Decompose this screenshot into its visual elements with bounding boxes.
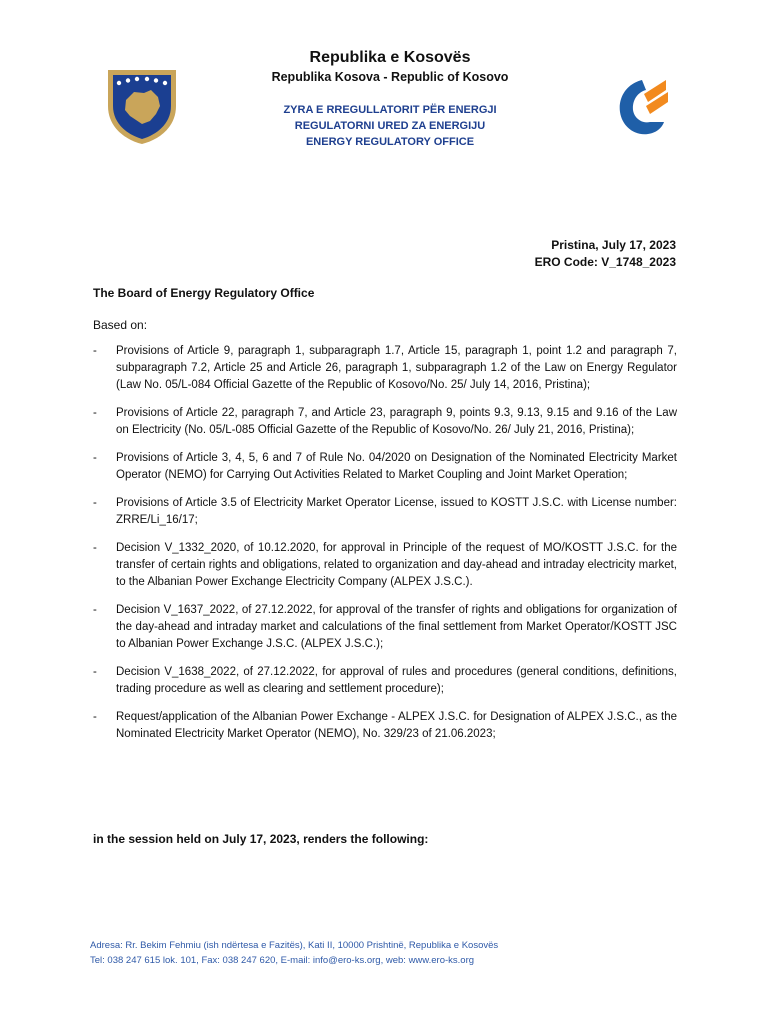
office-name-english: ENERGY REGULATORY OFFICE — [305, 136, 475, 148]
list-item: - Decision V_1638_2022, of 27.12.2022, for approval of rules and procedures (general conditions, definitions, trading procedure as well as clearing and settlement procedure); — [93, 664, 677, 698]
office-names — [200, 102, 580, 150]
footer-contact: Tel: 038 247 615 lok. 101, Fax: 038 247 620, E-mail: info@ero-ks.org, web: www.ero-ks.org — [90, 955, 475, 966]
provision-text: Request/application of the Albanian Power Exchange - ALPEX J.S.C. for Designation of ALPEX J.S.C., as the Nominated Electricity Market Operator (NEMO), No. 329/23 of 21.06.2023; — [116, 711, 677, 740]
list-item: - Request/application of the Albanian Power Exchange - ALPEX J.S.C. for Designation of ALPEX J.S.C., as the Nominated Electricity Market Operator (NEMO), No. 329/23 of 21.06.2023; — [93, 709, 677, 743]
list-item: - Provisions of Article 22, paragraph 7, and Article 23, paragraph 9, points 9.3, 9.13, 9.15 and 9.16 of the Law on Electricity (No. 05/L-085 Official Gazette of the Republic of Kosovo/No. 26/ July 21, 2016, Pristina); — [93, 405, 677, 439]
list-item: - Decision V_1637_2022, of 27.12.2022, for approval of the transfer of rights and obligations for organization of the day-ahead and intraday market and calculations of the final settlement from Market Operator/KOSTT JSC to Albanian Power Exchange J.S.C. (ALPEX J.S.C.); — [93, 602, 677, 653]
letterhead — [200, 48, 580, 150]
provision-text: Provisions of Article 3.5 of Electricity Market Operator License, issued to KOSTT J.S.C. with License number: ZRRE/Li_16/17; — [116, 497, 677, 526]
document-date: Pristina, July 17, 2023 — [551, 238, 676, 252]
based-on-label: Based on: — [93, 318, 148, 332]
provision-text: Decision V_1638_2022, of 27.12.2022, for approval of rules and procedures (general conditions, definitions, trading procedure as well as clearing and settlement procedure); — [116, 666, 677, 695]
session-statement: in the session held on July 17, 2023, renders the following: — [93, 832, 429, 846]
country-name: Republika e Kosovës — [309, 49, 471, 66]
list-item: - Provisions of Article 3.5 of Electricity Market Operator License, issued to KOSTT J.S.C. with License number: ZRRE/Li_16/17; — [93, 495, 677, 529]
list-item: - Provisions of Article 3, 4, 5, 6 and 7 of Rule No. 04/2020 on Designation of the Nominated Electricity Market Operator (NEMO) for Carrying Out Activities Related to Market Coupling and Joint Market Operation; — [93, 450, 677, 484]
provision-text: Decision V_1637_2022, of 27.12.2022, for approval of the transfer of rights and obligations for organization of the day-ahead and intraday market and calculations of the final settlement from Market Operator/KOSTT JSC to Albanian Power Exchange J.S.C. (ALPEX J.S.C.); — [116, 604, 677, 650]
provisions-list — [93, 343, 677, 754]
board-heading: The Board of Energy Regulatory Office — [93, 286, 315, 300]
footer — [90, 938, 498, 968]
ero-logo-icon — [614, 70, 670, 140]
provision-text: Provisions of Article 3, 4, 5, 6 and 7 of Rule No. 04/2020 on Designation of the Nominated Electricity Market Operator (NEMO) for Carrying Out Activities Related to Market Coupling and Joint Market Operation; — [116, 452, 677, 481]
provision-text: Provisions of Article 22, paragraph 7, and Article 23, paragraph 9, points 9.3, 9.13, 9.15 and 9.16 of the Law on Electricity (No. 05/L-085 Official Gazette of the Republic of Kosovo/No. 26/ July 21, 2016, Pristina); — [116, 407, 677, 436]
provision-text: Provisions of Article 9, paragraph 1, subparagraph 1.7, Article 15, paragraph 1, point 1.2 and paragraph 7, subparagraph 7.2, Article 25 and Article 26, paragraph 1, subparagraph 1.2 of the Law on Energy Regulator (Law No. 05/L-084 Official Gazette of the Republic of Kosovo/No. 25/ July 14, 2016, Pristina); — [116, 345, 677, 391]
office-name-albanian: ZYRA E RREGULLATORIT PËR ENERGJI — [283, 104, 497, 116]
country-name-multilingual: Republika Kosova - Republic of Kosovo — [271, 70, 509, 84]
provision-text: Decision V_1332_2020, of 10.12.2020, for approval in Principle of the request of MO/KOSTT J.S.C. for the transfer of certain rights and obligations, related to organization and day-ahead and intraday electricity market, to the Albanian Power Exchange Electricity Company (ALPEX J.S.C.). — [116, 542, 677, 588]
list-item: - Decision V_1332_2020, of 10.12.2020, for approval in Principle of the request of MO/KOSTT J.S.C. for the transfer of certain rights and obligations, related to organization and day-ahead and intraday electricity market, to the Albanian Power Exchange Electricity Company (ALPEX J.S.C.). — [93, 540, 677, 591]
date-block — [535, 237, 676, 271]
kosovo-emblem-icon — [104, 66, 180, 146]
list-item: - Provisions of Article 9, paragraph 1, subparagraph 1.7, Article 15, paragraph 1, point 1.2 and paragraph 7, subparagraph 7.2, Article 25 and Article 26, paragraph 1, subparagraph 1.2 of the Law on Energy Regulator (Law No. 05/L-084 Official Gazette of the Republic of Kosovo/No. 25/ July 14, 2016, Pristina); — [93, 343, 677, 394]
office-name-serbian: REGULATORNI URED ZA ENERGIJU — [294, 120, 486, 132]
ero-code: ERO Code: V_1748_2023 — [534, 255, 676, 269]
footer-address: Adresa: Rr. Bekim Fehmiu (ish ndërtesa e Fazitës), Kati II, 10000 Prishtinë, Republika e Kosovës — [90, 940, 499, 951]
